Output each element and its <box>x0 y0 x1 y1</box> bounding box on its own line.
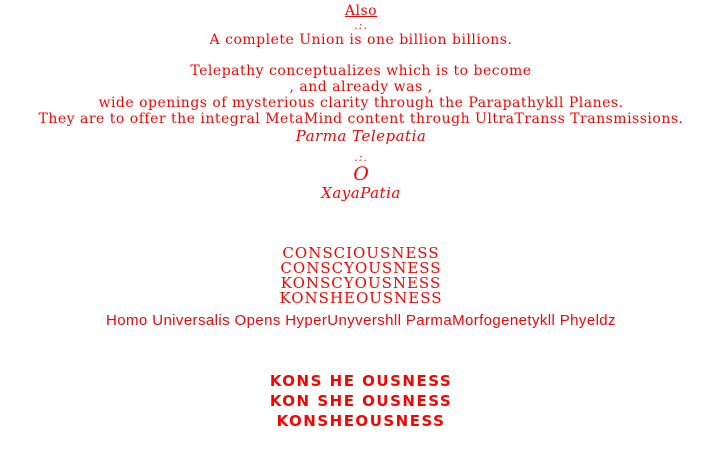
telepathy-line-3: wide openings of mysterious clarity through the Parapathykll Planes. <box>98 95 624 111</box>
consciousness-variant-4: KONSHEOUSNESS <box>279 289 443 307</box>
konsheousness-variant-3: KONSHEOUSNESS <box>276 412 446 430</box>
also-link[interactable]: Also <box>344 3 378 19</box>
parma-telepatia-line: Parma Telepatia <box>295 127 427 145</box>
telepathy-line-2: , and already was , <box>289 79 433 95</box>
telepathy-line-1: Telepathy conceptualizes which is to become <box>190 63 532 79</box>
telepathy-line-4: They are to offer the integral MetaMind content through UltraTranss Transmissions. <box>38 111 684 127</box>
homo-universalis-line: Homo Universalis Opens HyperUnyvershll ParmaMorfogenetykll Phyeldz <box>106 312 616 329</box>
o-glyph: O <box>353 163 369 185</box>
union-statement: A complete Union is one billion billions. <box>209 32 513 48</box>
also-heading-row <box>0 0 722 19</box>
triple-dots-symbol: .:. <box>354 19 368 32</box>
consciousness-variant-3: KONSCYOUSNESS <box>280 274 442 292</box>
signature-block <box>0 128 722 202</box>
consciousness-variant-1: CONSCIOUSNESS <box>282 244 440 262</box>
signature-dots-symbol: .:. <box>354 151 368 164</box>
konsheousness-variant-1: KONS HE OUSNESS <box>269 372 453 390</box>
konsheousness-variant-2: KON SHE OUSNESS <box>269 392 453 410</box>
consciousness-block <box>0 246 722 306</box>
xayapatia-line: XayaPatia <box>321 184 401 202</box>
consciousness-variant-2: CONSCYOUSNESS <box>280 259 442 277</box>
konsheousness-block <box>0 371 722 431</box>
telepathy-paragraph <box>0 63 722 127</box>
